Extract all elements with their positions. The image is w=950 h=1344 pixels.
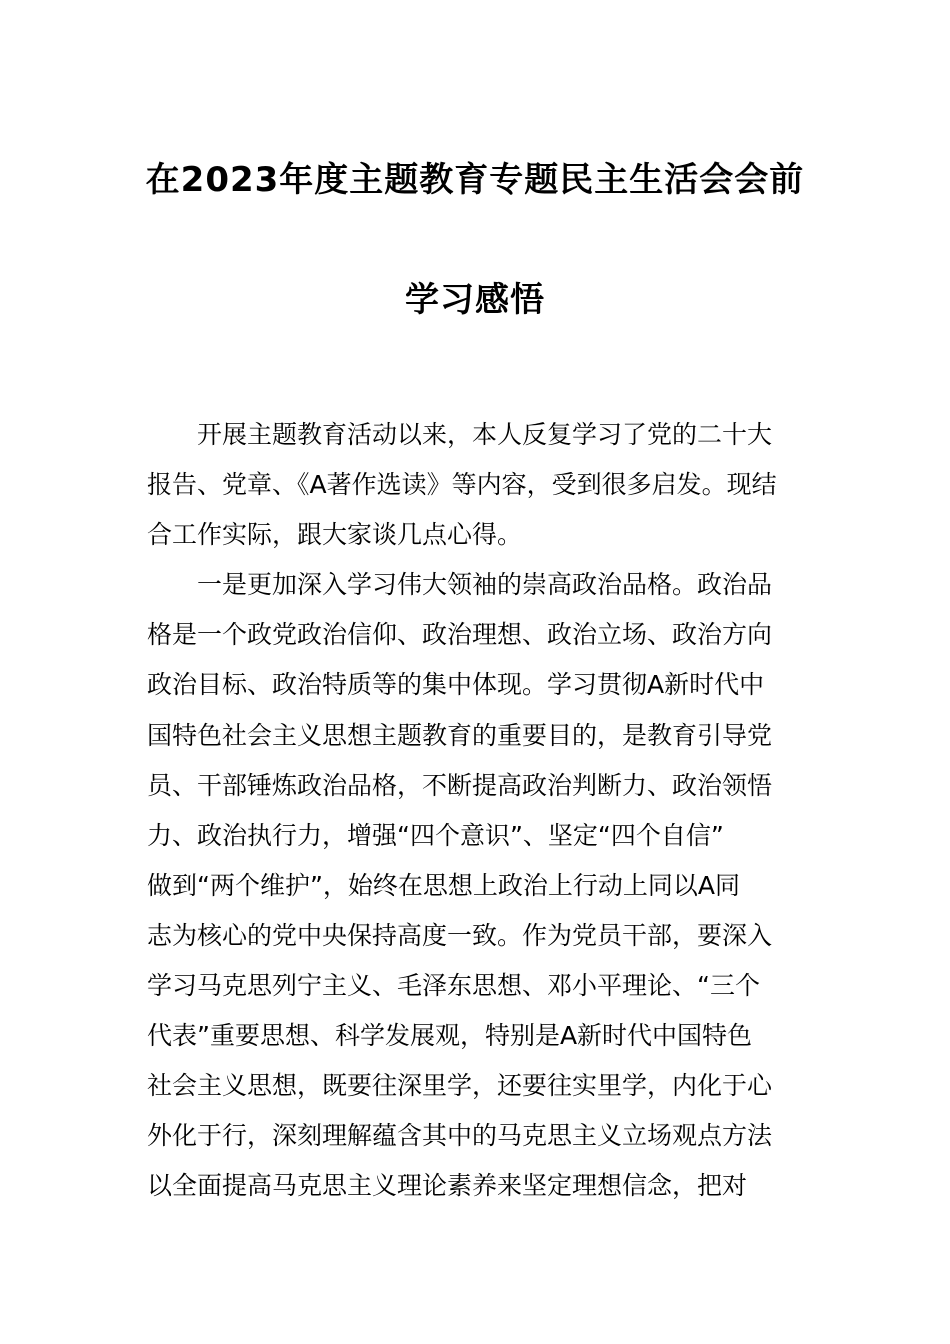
document-title-continued: 学习感悟 [405, 280, 545, 320]
paragraph-line: 力、政治执行力，增强“四个意识”、坚定“四个自信” [147, 820, 724, 850]
document-title: 在2023年度主题教育专题民主生活会会前 [145, 160, 805, 200]
paragraph-line: 国特色社会主义思想主题教育的重要目的，是教育引导党 [147, 720, 773, 750]
paragraph-line: 报告、党章、《A著作选读》等内容，受到很多启发。现结 [147, 470, 777, 500]
paragraph-line: 以全面提高马克思主义理论素养来坚定理想信念，把对 [147, 1171, 748, 1201]
paragraph-line: 外化于行，深刻理解蕴含其中的马克思主义立场观点方法 [147, 1121, 773, 1151]
paragraph-line: 做到“两个维护”，始终在思想上政治上行动上同以A同 [147, 870, 741, 900]
paragraph-line: 社会主义思想，既要往深里学，还要往实里学，内化于心 [147, 1071, 773, 1101]
paragraph-line: 一是更加深入学习伟大领袖的崇高政治品格。政治品 [197, 570, 773, 600]
document-body [147, 410, 807, 1212]
paragraph-line: 学习马克思列宁主义、毛泽东思想、邓小平理论、“三个 [147, 971, 760, 1001]
paragraph-line: 志为核心的党中央保持高度一致。作为党员干部，要深入 [147, 920, 773, 950]
paragraph-line: 格是一个政党政治信仰、政治理想、政治立场、政治方向 [147, 620, 773, 650]
paragraph-line: 员、干部锤炼政治品格，不断提高政治判断力、政治领悟 [147, 770, 773, 800]
paragraph-line: 开展主题教育活动以来，本人反复学习了党的二十大 [197, 420, 773, 449]
paragraph-line: 代表”重要思想、科学发展观，特别是A新时代中国特色 [147, 1021, 753, 1051]
paragraph-line: 合工作实际，跟大家谈几点心得。 [147, 520, 523, 550]
paragraph-line: 政治目标、政治特质等的集中体现。学习贯彻A新时代中 [147, 670, 765, 700]
